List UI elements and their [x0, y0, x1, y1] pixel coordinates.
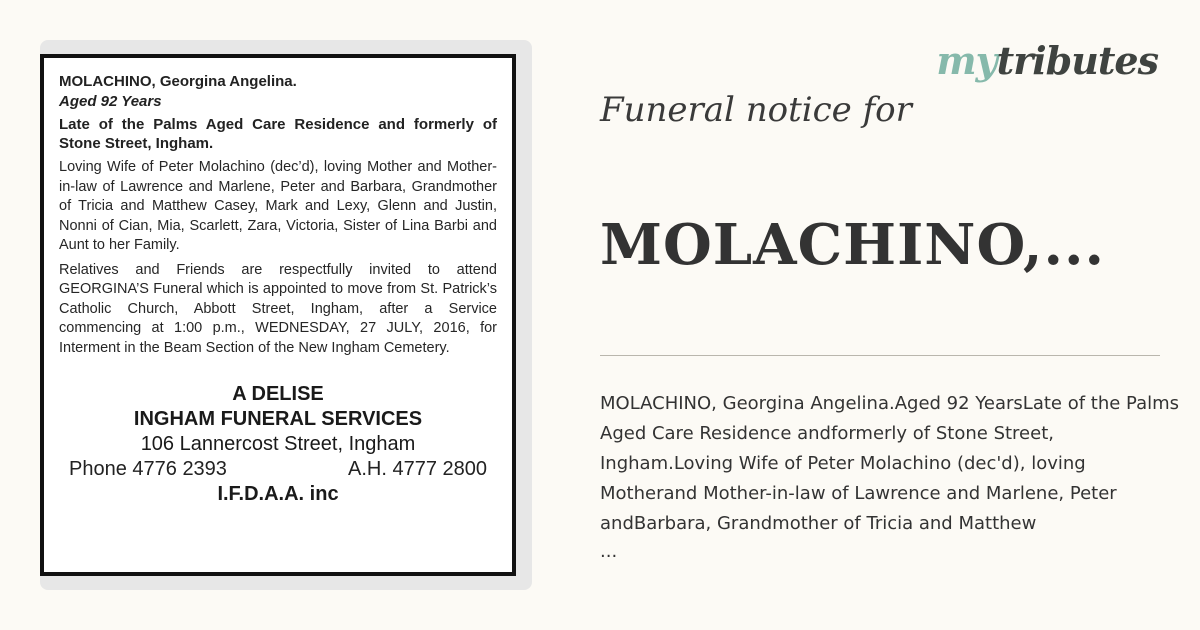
- notice-deceased-name: MOLACHINO, Georgina Angelina.: [59, 73, 297, 90]
- notice-service-paragraph: Relatives and Friends are respectfully invited to attend GEORGINA’S Funeral which is appointed to move from St. Patrick’s Catholic Church, Abbott Street, Ingham, after a Service commencing at 1:00 p.m., WEDNESDAY, 27 JULY, 2016, for Interment in the Beam Section of the New Ingham Cemetery.: [59, 261, 497, 356]
- funeral-director-address: 106 Lannercost Street, Ingham: [140, 433, 416, 455]
- funeral-director-phone: Phone 4776 2393: [69, 458, 227, 480]
- page-heading: Funeral notice for: [600, 90, 912, 130]
- funeral-notice-image: [40, 54, 516, 576]
- funeral-director-phones: [59, 457, 497, 482]
- divider: [600, 355, 1160, 356]
- notice-age: Aged 92 Years: [59, 93, 162, 110]
- deceased-name-title: MOLACHINO,...: [600, 212, 1105, 278]
- logo-my: my: [936, 38, 997, 83]
- logo-tributes: tributes: [996, 38, 1158, 83]
- funeral-director-block: [59, 382, 497, 507]
- funeral-director-business: INGHAM FUNERAL SERVICES: [133, 408, 423, 430]
- funeral-director-name: A DELISE: [232, 383, 324, 405]
- notice-family-paragraph: Loving Wife of Peter Molachino (dec’d), loving Mother and Mother-in-law of Lawrence and Marlene, Peter and Barbara, Grandmother of Tricia and Matthew Casey, Mark and Lexy, Glenn and Justin, Nonni of Cian, Mia, Scarlett, Zara, Victoria, Sister of Lina Barbi and Aunt to her Family.: [59, 159, 497, 253]
- funeral-director-association: I.F.D.A.A. inc: [217, 483, 339, 505]
- funeral-director-after-hours: A.H. 4777 2800: [348, 458, 487, 480]
- mytributes-logo: [936, 38, 1158, 83]
- summary-ellipsis: ...: [600, 541, 618, 562]
- notice-late-of: Late of the Palms Aged Care Residence and formerly of Stone Street, Ingham.: [59, 116, 497, 152]
- notice-summary-text: MOLACHINO, Georgina Angelina.Aged 92 YearsLate of the Palms Aged Care Residence andformerly of Stone Street, Ingham.Loving Wife of Peter Molachino (dec'd), loving Motherand Mother-in-law of Lawrence and Marlene, Peter andBarbara, Grandmother of Tricia and Matthew: [600, 393, 1180, 534]
